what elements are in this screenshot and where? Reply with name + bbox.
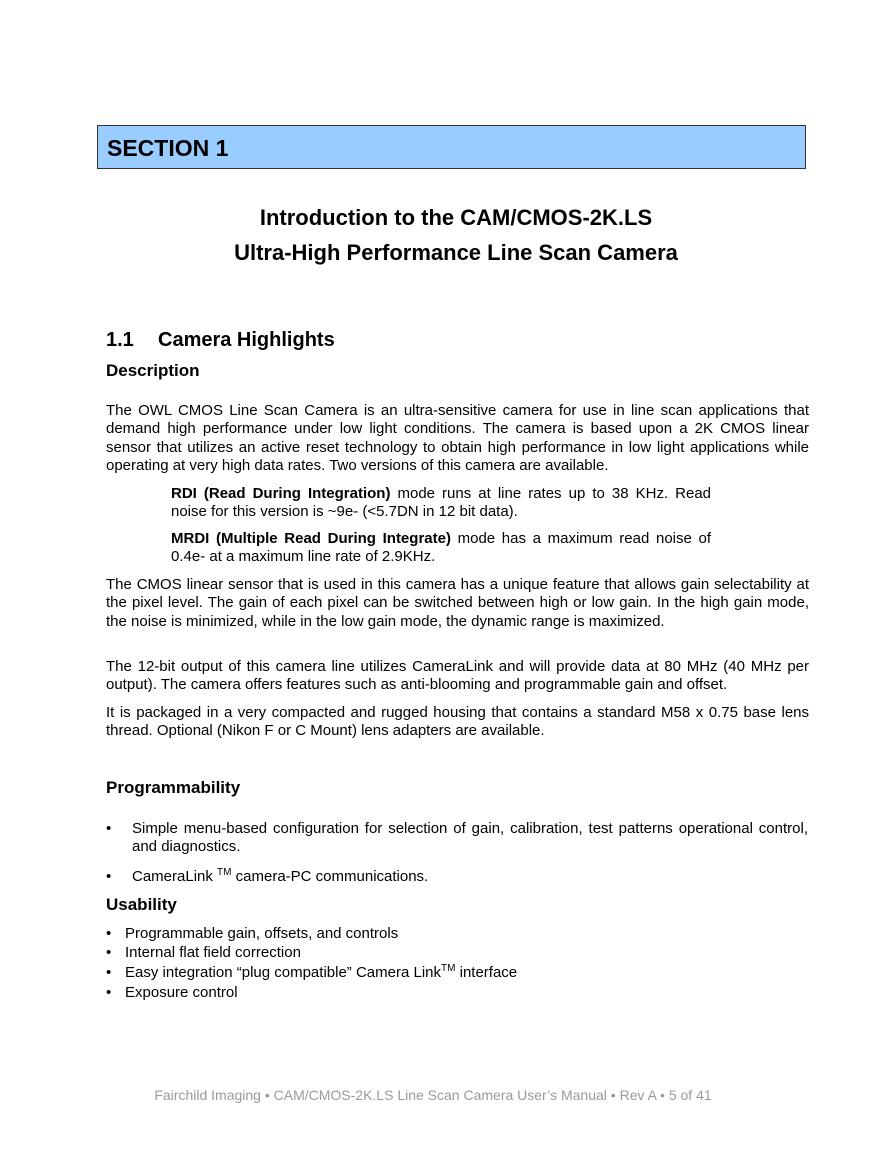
rdi-text: mode runs at line rates up to 38 KHz. Read noise for this version is ~9e- (<5.7DN in 12 bit data). [171, 485, 712, 521]
rdi-paragraph [171, 485, 711, 522]
bullet-icon: • [106, 868, 112, 885]
programmability-heading: Programmability [106, 778, 241, 797]
section-banner [97, 125, 806, 169]
page-title-line2: Ultra-High Performance Line Scan Camera [234, 240, 678, 265]
page-footer: Fairchild Imaging • CAM/CMOS-2K.LS Line Scan Camera User’s Manual • Rev A • 5 of 41 [154, 1087, 712, 1103]
mrdi-label: MRDI (Multiple Read During Integrate) [171, 530, 451, 547]
bullet-icon: • [106, 944, 112, 961]
usability-item-3: Easy integration “plug compatible” Camera Link™ interface [125, 963, 518, 981]
section-label: SECTION 1 [107, 135, 229, 161]
programmability-item-2: CameraLink ™ camera-PC communications. [132, 867, 429, 885]
list-item [106, 925, 706, 945]
list-item [106, 964, 706, 984]
description-heading: Description [106, 361, 200, 380]
page-title-line1: Introduction to the CAM/CMOS-2K.LS [259, 205, 653, 230]
description-paragraph-4: It is packaged in a very compacted and rugged housing that contains a standard M58 x 0.75 base lens thread. Optional (Nikon F or C Mount) lens adapters are available. [106, 704, 809, 740]
usability-item-2: Internal flat field correction [125, 944, 301, 961]
list-item [106, 984, 706, 1004]
mrdi-text: mode has a maximum read noise of 0.4e- at a maximum line rate of 2.9KHz. [171, 530, 712, 566]
description-paragraph-3: The 12-bit output of this camera line utilizes CameraLink and will provide data at 80 MHz (40 MHz per output). The camera offers features such as anti-blooming and programmable gain and offset. [106, 658, 809, 694]
mrdi-paragraph [171, 530, 711, 567]
rdi-label: RDI (Read During Integration) [171, 485, 391, 502]
usability-item-4: Exposure control [125, 984, 238, 1001]
list-item [106, 944, 706, 964]
highlights-number: 1.1 [106, 329, 134, 351]
list-item [106, 868, 809, 888]
trademark-mark: TM [217, 867, 232, 878]
description-paragraph-2: The CMOS linear sensor that is used in this camera has a unique feature that allows gain selectability at the pixel level. The gain of each pixel can be switched between high or low gain. In the high gain mode, the noise is minimized, while in the low gain mode, the dynamic range is maximized. [106, 576, 809, 630]
bullet-icon: • [106, 964, 112, 981]
bullet-icon: • [106, 820, 112, 837]
programmability-item-1: Simple menu-based configuration for selection of gain, calibration, test patterns operational control, and diagnostics. [132, 820, 808, 856]
usability-item-1: Programmable gain, offsets, and controls [125, 925, 399, 942]
bullet-icon: • [106, 925, 112, 942]
usability-heading: Usability [106, 895, 177, 914]
highlights-title: Camera Highlights [158, 329, 335, 351]
description-paragraph-1: The OWL CMOS Line Scan Camera is an ultra-sensitive camera for use in line scan applications that demand high performance under low light conditions. The camera is based upon a 2K CMOS linear sensor that utilizes an active reset technology to obtain high performance in low light applications while operating at very high data rates. Two versions of this camera are available. [106, 402, 809, 474]
trademark-mark: TM [441, 963, 456, 974]
list-item [106, 820, 809, 860]
bullet-icon: • [106, 984, 112, 1001]
highlights-heading [106, 329, 335, 352]
